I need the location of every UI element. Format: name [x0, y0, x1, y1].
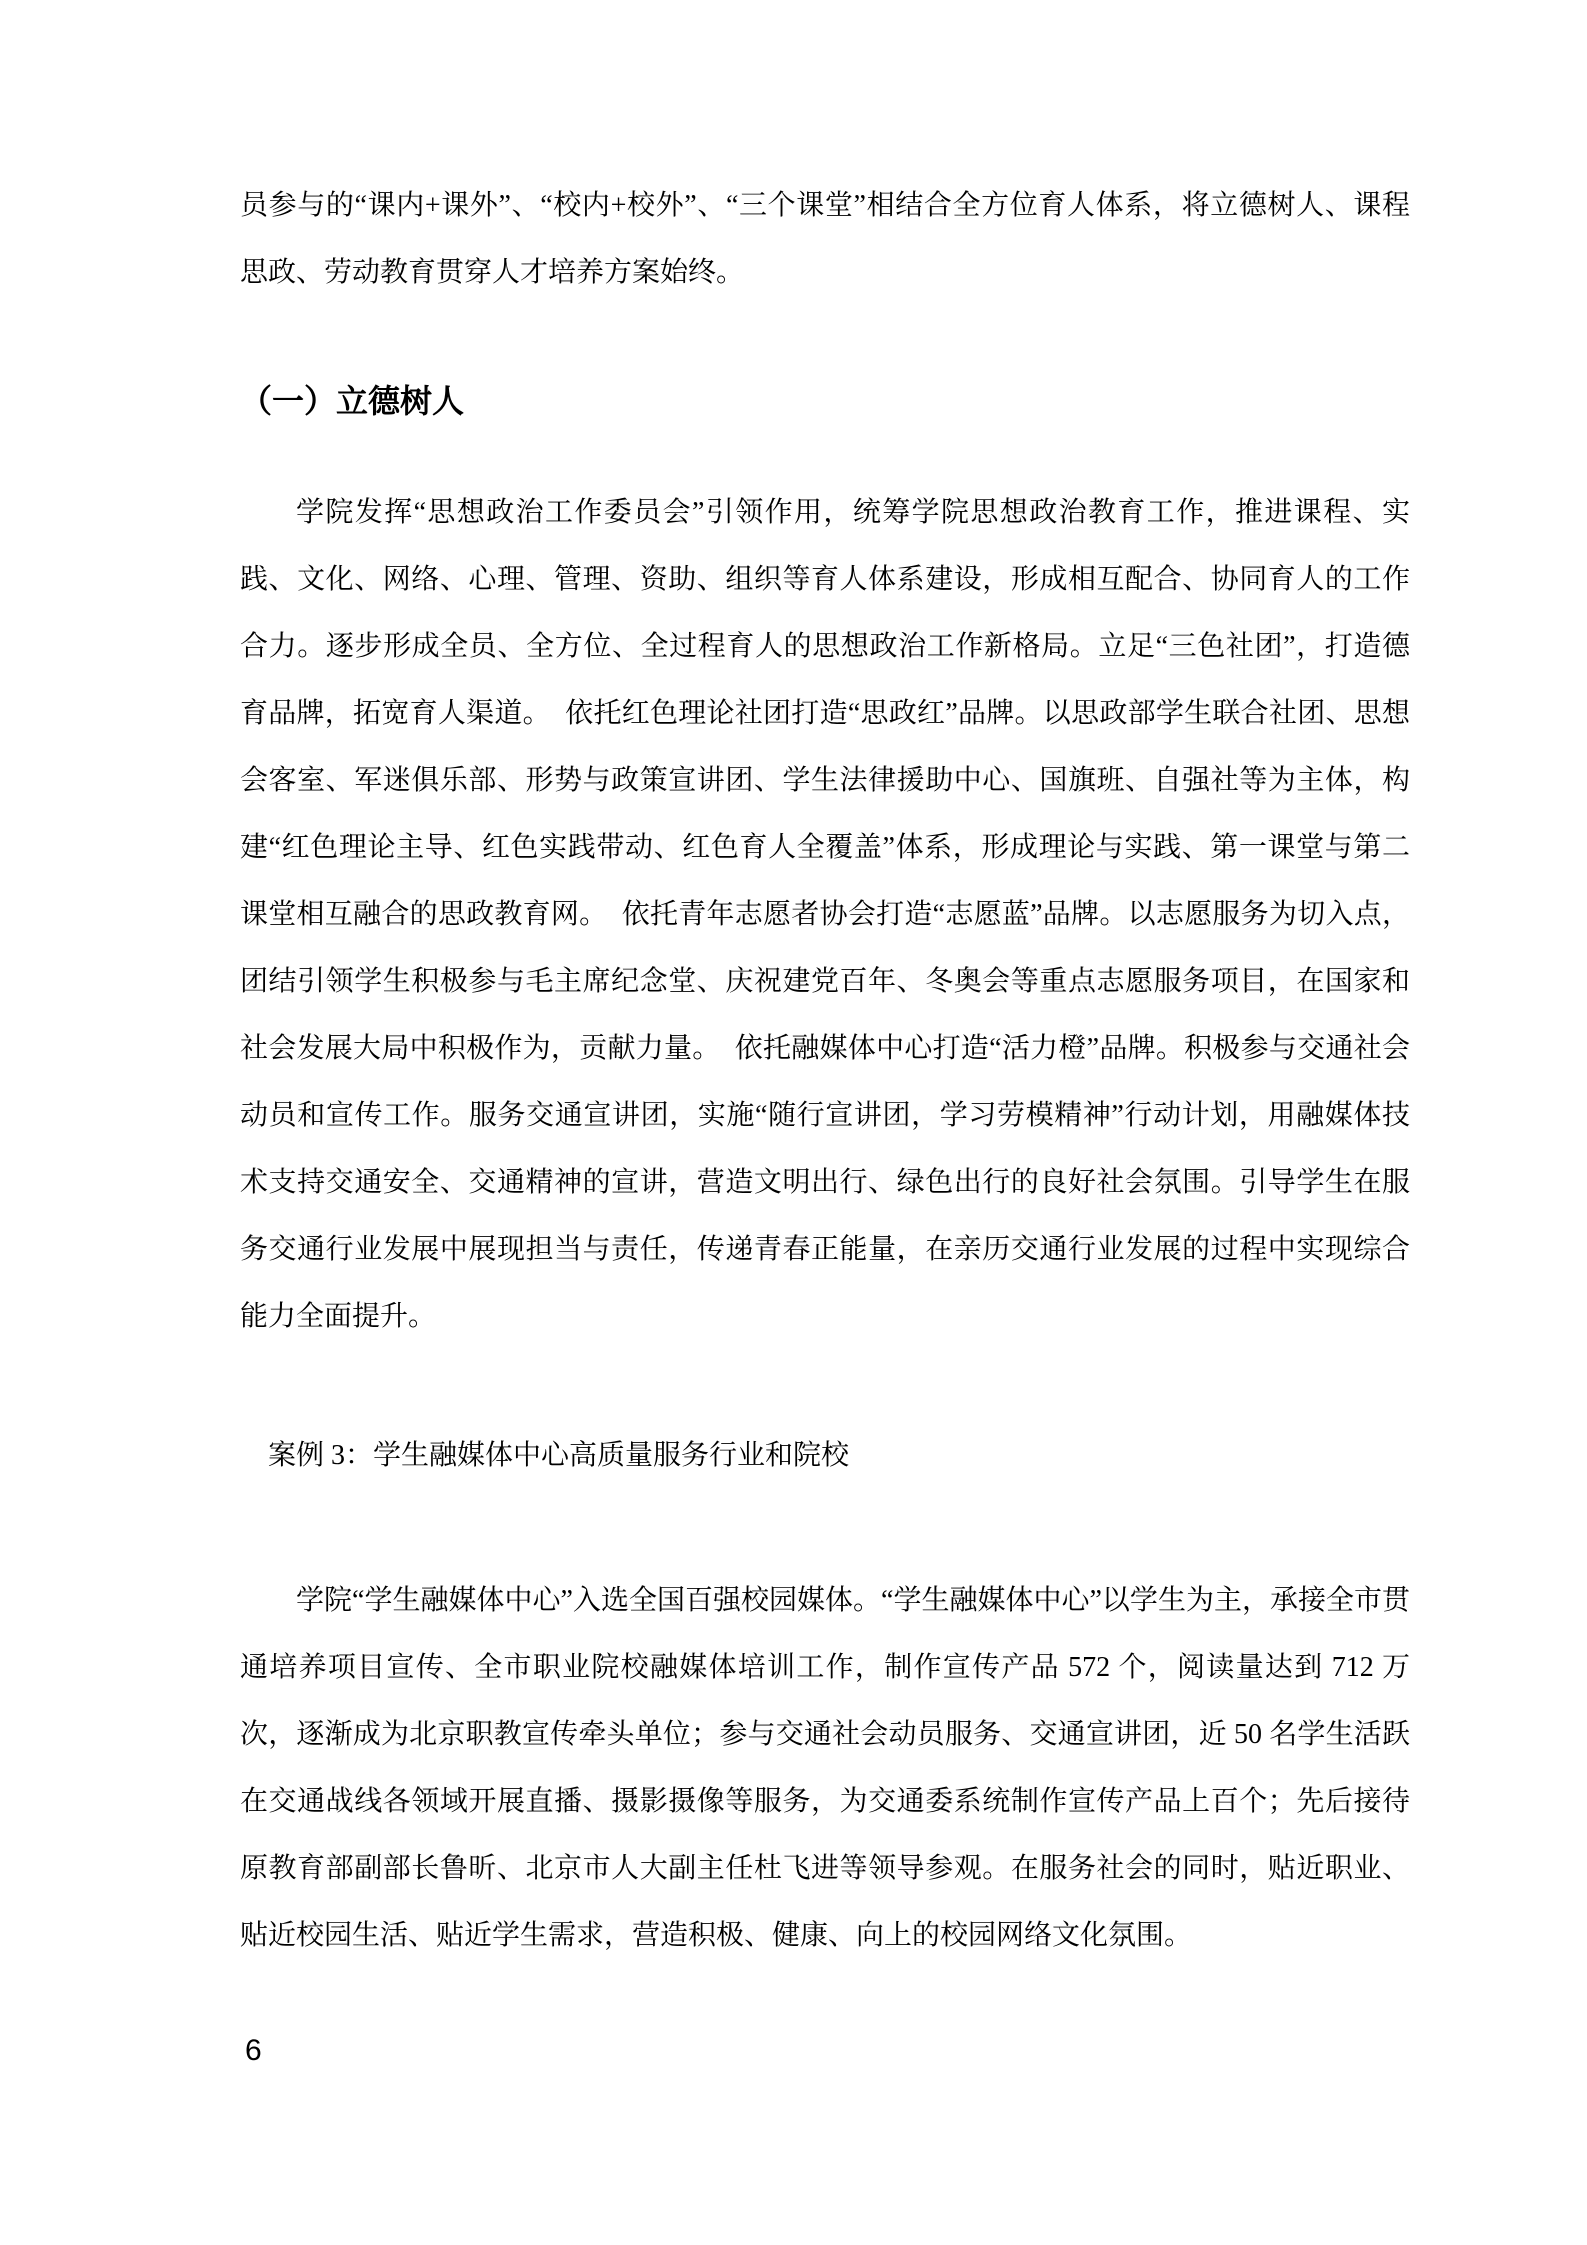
case-heading: 案例 3：学生融媒体中心高质量服务行业和院校 [268, 1440, 850, 1471]
page-number: 6 [245, 2034, 262, 2067]
body-paragraph: 学院发挥“思想政治工作委员会”引领作用，统筹学院思想政治教育工作，推进课程、实践、文化、网络、心理、管理、资助、组织等育人体系建设，形成相互配合、协同育人的工作合力。逐步形成全员、全方位、全过程育人的思想政治工作新格局。立足“三色社团”，打造德育品牌，拓宽育人渠道。 依托红色理论社团打造“思政红”品牌。以思政部学生联合社团、思想会客室、军迷俱乐部、形势与政策宣讲团、学生法律援助中心、国旗班、自强社等为主体，构建“红色理论主导、红色实践带动、红色育人全覆盖”体系，形成理论与实践、第一课堂与第二课堂相互融合的思政教育网。 依托青年志愿者协会打造“志愿蓝”品牌。以志愿服务为切入点，团结引领学生积极参与毛主席纪念堂、庆祝建党百年、冬奥会等重点志愿服务项目，在国家和社会发展大局中积极作为，贡献力量。 依托融媒体中心打造“活力橙”品牌。积极参与交通社会动员和宣传工作。服务交通宣讲团，实施“随行宣讲团，学习劳模精神”行动计划，用融媒体技术支持交通安全、交通精神的宣讲，营造文明出行、绿色出行的良好社会氛围。引导学生在服务交通行业发展中展现担当与责任，传递青春正能量，在亲历交通行业发展的过程中实现综合能力全面提升。 [240, 497, 1410, 1332]
case-paragraph: 学院“学生融媒体中心”入选全国百强校园媒体。“学生融媒体中心”以学生为主，承接全市贯通培养项目宣传、全市职业院校融媒体培训工作，制作宣传产品 572 个，阅读量达到 712 万次，逐渐成为北京职教宣传牵头单位；参与交通社会动员服务、交通宣讲团，近 50 名学生活跃在交通战线各领域开展直播、摄影摄像等服务，为交通委系统制作宣传产品上百个；先后接待原教育部副部长鲁昕、北京市人大副主任杜飞进等领导参观。在服务社会的同时，贴近职业、贴近校园生活、贴近学生需求，营造积极、健康、向上的校园网络文化氛围。 [240, 1585, 1410, 1951]
section-heading: （一）立德树人 [240, 383, 465, 419]
intro-paragraph: 员参与的“课内+课外”、“校内+校外”、“三个课堂”相结合全方位育人体系，将立德树人、课程思政、劳动教育贯穿人才培养方案始终。 [240, 190, 1410, 288]
